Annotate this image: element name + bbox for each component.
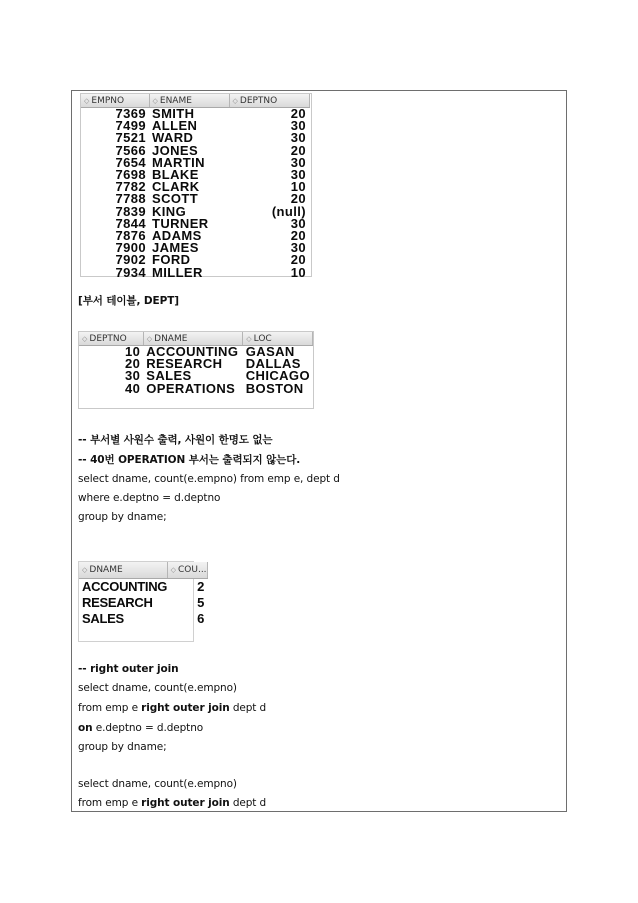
table-cell: RESEARCH <box>82 595 153 610</box>
column-header[interactable] <box>167 562 207 579</box>
sort-icon: ◇ <box>84 96 90 105</box>
code-line: select dname, count(e.empno) <box>78 778 237 790</box>
code-line <box>78 701 266 715</box>
table-cell: 20 <box>124 356 141 372</box>
table-cell: 7654 <box>115 154 146 170</box>
code-line: select dname, count(e.empno) from emp e, dept d <box>78 473 340 485</box>
table-cell: SMITH <box>152 106 195 121</box>
table-cell: 7902 <box>115 252 146 268</box>
table-cell: SCOTT <box>152 191 199 207</box>
table-cell: 30 <box>290 118 306 134</box>
count-result-grid <box>78 561 207 642</box>
table-cell: 7566 <box>115 142 146 158</box>
table-cell: ACCOUNTING <box>146 344 239 359</box>
code-fragment: dept d <box>229 797 267 809</box>
sort-icon: ◇ <box>82 566 88 574</box>
code-fragment: from emp e <box>78 797 142 809</box>
code-line: select dname, count(e.empno) <box>78 682 237 694</box>
table-cell: RESEARCH <box>146 356 223 372</box>
table-cell: OPERATIONS <box>146 380 236 396</box>
dept-result-grid <box>78 331 314 409</box>
comment-line-2: -- 40번 OPERATION 부서는 출력되지 않는다. <box>78 454 301 466</box>
code-fragment: dept d <box>229 702 267 714</box>
sort-icon: ◇ <box>146 334 153 343</box>
table-cell: 7839 <box>115 203 146 219</box>
column-header-label: DNAME <box>154 333 188 344</box>
table-cell: 7788 <box>115 191 146 207</box>
table-cell: MILLER <box>152 264 203 280</box>
table-cell: (null) <box>271 203 306 219</box>
column-header-label: EMPNO <box>91 95 125 106</box>
table-cell: 30 <box>290 215 306 231</box>
sort-icon: ◇ <box>82 334 88 343</box>
code-line: group by dname; <box>78 741 167 753</box>
table-cell: 20 <box>290 106 306 121</box>
table-cell: 7698 <box>115 167 146 183</box>
table-cell: 7369 <box>115 106 146 121</box>
table-row <box>79 611 207 627</box>
table-cell: 30 <box>290 154 306 170</box>
table-cell: DALLAS <box>245 356 301 372</box>
column-header-label: ENAME <box>159 95 192 106</box>
code-line <box>78 796 266 810</box>
table-cell: 7499 <box>115 118 146 134</box>
table-cell: BOSTON <box>245 380 304 396</box>
table-cell: 20 <box>290 228 306 244</box>
table-cell: 7521 <box>115 130 146 146</box>
column-header-label: COU... <box>178 565 207 575</box>
dept-table-caption: [부서 테이블, DEPT] <box>78 295 179 307</box>
table-cell: CHICAGO <box>245 368 310 384</box>
sort-icon: ◇ <box>152 96 158 105</box>
table-cell: 7782 <box>115 179 146 195</box>
table-cell: 5 <box>197 595 205 610</box>
code-fragment: e.deptno = d.deptno <box>92 722 204 734</box>
table-cell: KING <box>152 203 187 219</box>
code-line: group by dname; <box>78 511 167 523</box>
table-cell: 30 <box>290 240 306 256</box>
column-header-label: DEPTNO <box>89 333 127 344</box>
sort-icon: ◇ <box>170 566 176 574</box>
code-keyword: right outer join <box>141 797 230 809</box>
count-result-table <box>79 562 208 627</box>
table-cell: 30 <box>290 167 306 183</box>
table-cell: 10 <box>290 264 306 280</box>
sort-icon: ◇ <box>246 334 252 343</box>
column-header-label: DNAME <box>89 565 123 575</box>
table-cell: BLAKE <box>152 167 199 183</box>
table-cell: CLARK <box>152 179 200 195</box>
column-header[interactable] <box>79 562 167 579</box>
dept-table <box>79 332 313 395</box>
table-cell: TURNER <box>152 215 209 231</box>
table-cell: ACCOUNTING <box>82 579 168 594</box>
table-cell: ALLEN <box>152 118 198 134</box>
table-cell: 7934 <box>115 264 146 280</box>
table-cell: FORD <box>152 252 191 268</box>
emp-table <box>81 94 310 279</box>
table-cell: 20 <box>290 252 306 268</box>
code-keyword: on <box>78 722 93 734</box>
column-header-label: DEPTNO <box>239 95 278 106</box>
table-cell: 7900 <box>115 240 146 256</box>
table-row <box>79 579 207 596</box>
table-cell: JONES <box>152 142 199 158</box>
column-header-label: LOC <box>253 333 272 344</box>
comment-line-1: -- 부서별 사원수 출력, 사원이 한명도 없는 <box>78 434 273 446</box>
table-cell: ADAMS <box>152 228 202 244</box>
table-cell: JAMES <box>152 240 199 256</box>
table-cell: 40 <box>124 380 141 396</box>
table-cell: SALES <box>82 611 124 626</box>
sort-icon: ◇ <box>232 96 238 105</box>
emp-result-grid <box>80 93 312 280</box>
table-cell: 30 <box>124 368 141 384</box>
table-row <box>79 383 313 395</box>
table-cell: 10 <box>124 344 141 359</box>
table-row <box>81 267 309 279</box>
table-cell: SALES <box>146 368 192 384</box>
table-cell: MARTIN <box>152 154 205 170</box>
code-keyword: right outer join <box>141 702 230 714</box>
table-cell: 7844 <box>115 215 146 231</box>
code-line <box>78 721 203 735</box>
table-cell: WARD <box>152 130 194 146</box>
code-fragment: from emp e <box>78 702 142 714</box>
table-cell: 20 <box>290 142 306 158</box>
document-frame <box>71 90 567 812</box>
table-cell: 7876 <box>115 228 146 244</box>
table-cell: GASAN <box>245 344 295 359</box>
table-cell: 30 <box>290 130 306 146</box>
table-cell: 6 <box>197 611 205 626</box>
table-cell: 10 <box>290 179 306 195</box>
table-cell: 20 <box>290 191 306 207</box>
table-cell: 2 <box>197 579 205 594</box>
table-row <box>79 595 207 611</box>
comment-right-outer-join: -- right outer join <box>78 663 179 675</box>
code-line: where e.deptno = d.deptno <box>78 492 221 504</box>
